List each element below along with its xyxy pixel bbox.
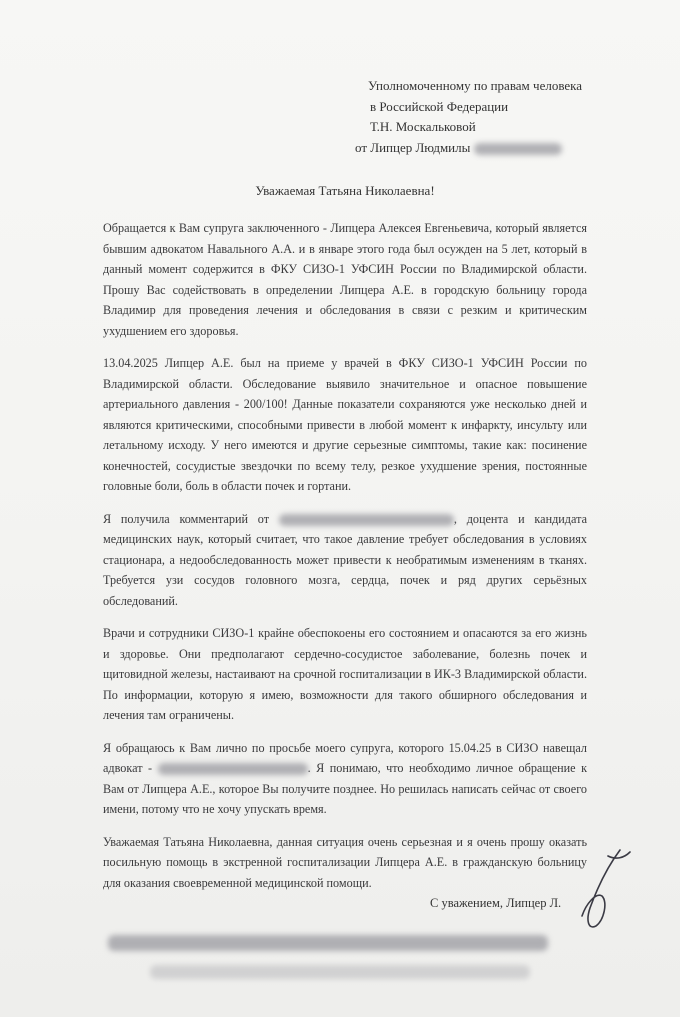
paragraph-text: Я получила комментарий от [103, 511, 270, 526]
sender-name: от Липцер Людмилы [355, 139, 471, 155]
signature-icon [568, 846, 638, 936]
addressee-line: в Российской Федерации [370, 98, 509, 114]
redacted-footer-line [108, 935, 548, 951]
paragraph: Врачи и сотрудники СИЗО-1 крайне обеспокоены его состоянием и опасаются за его жизнь и здоровье. Они предполагают сердечно-сосудистое заболевание, болезнь почек и щитовидной железы, настаивают на срочной госпитализации в ИК-3 Владимирской области. По информации, которую я имею, возможности для такого обширного обследования и лечения там ограничены. [103, 626, 587, 722]
closing-line: С уважением, Липцер Л. [430, 896, 562, 910]
addressee-name: Т.Н. Москальковой [370, 119, 476, 134]
paragraph-text: . Я понимаю, что необходимо личное обращение к Вам от Липцера А.Е., которое Вы получите позднее. Но решилась написать сейчас от своего имени, потому что не хочу упускать время. [103, 761, 588, 816]
addressee-block [355, 76, 583, 158]
paragraph-text: Я обращаюсь к Вам лично по просьбе моего супруга, которого 15.04.25 в СИЗО навещал адвокат - [103, 740, 587, 775]
redacted-patronymic [474, 143, 562, 155]
letter-body [103, 218, 587, 905]
redacted-doctor-name [279, 514, 454, 526]
addressee-line: Уполномоченному по правам человека [368, 78, 583, 93]
paragraph: 13.04.2025 Липцер А.Е. был на приеме у врачей в ФКУ СИЗО-1 УФСИН России по Владимирской области. Обследование выявило значительное и опасное повышение артериального давления - 200/100! Данные показатели сохраняются уже несколько дней и являются критическими, способными привести в любой момент к инфаркту, инсульту или летальному исходу. У него имеются и другие серьезные симптомы, такие как: посинение конечностей, сосудистые звездочки по всему телу, резкое ухудшение зрения, постоянные головные боли, боль в области почек и гортани. [103, 356, 587, 493]
redacted-footer-line [150, 965, 530, 979]
paragraph-text: , доцента и кандидата медицинских наук, который считает, что такое давление требует обследования в условиях стационара, а недообследованность может привести к необратимым изменениям в тканях. Требуется узи сосудов головного мозга, сердца, почек и ряд других серьёзных обследований. [103, 511, 587, 608]
paragraph [103, 738, 587, 820]
paragraph: Уважаемая Татьяна Николаевна, данная ситуация очень серьезная и я очень прошу оказать посильную помощь в экстренной госпитализации Липцера А.Е. в гражданскую больницу для оказания своевременной медицинской помощи. [103, 834, 587, 890]
redacted-lawyer-name [158, 763, 308, 775]
salutation: Уважаемая Татьяна Николаевна! [255, 183, 435, 198]
paragraph [103, 509, 587, 612]
sender-line [355, 138, 582, 159]
paragraph: Обращается к Вам супруга заключенного - Липцера Алексея Евгеньевича, который является бывшим адвокатом Навального А.А. и в январе этого года был осужден на 5 лет, который в данный момент содержится в ФКУ СИЗО-1 УФСИН России по Владимирской области. Прошу Вас содействовать в определении Липцера А.Е. в городскую больницу города Владимир для проведения лечения и обследования в связи с резким и критическим ухудшением его здоровья. [103, 221, 587, 338]
